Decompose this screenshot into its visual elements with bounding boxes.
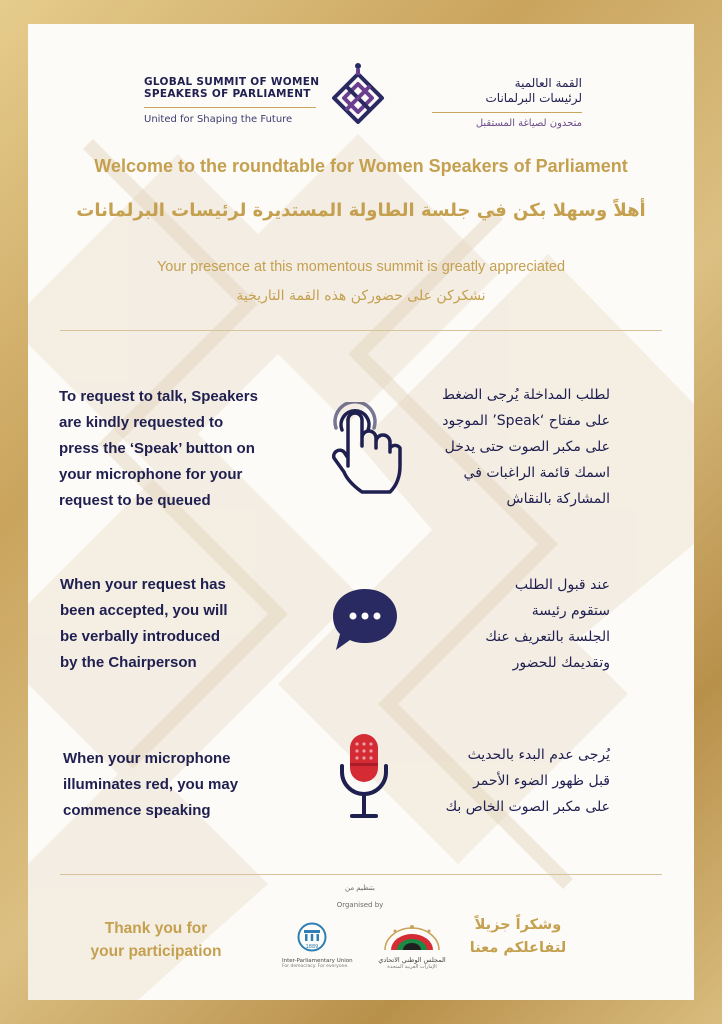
thanks-en (76, 917, 236, 963)
welcome-subtitle-en: Your presence at this momentous summit is greatly appreciated (156, 259, 566, 275)
federal-national-council-logo (362, 922, 462, 970)
instruction-line: الجلسة بالتعريف عنك (485, 629, 610, 645)
instruction-line: been accepted, you will (60, 602, 228, 619)
welcome-title-ar: أهلاً وسهلا بكن في جلسة الطاولة المستديرة لرئيسات البرلمانات (76, 200, 646, 221)
organised-by-en: Organised by (336, 901, 384, 909)
instruction-line: يُرجى عدم البدء بالحديث (467, 747, 610, 763)
instruction-line: your microphone for your (59, 466, 243, 483)
instruction-3-ar (424, 742, 610, 820)
instruction-line: When your request has (60, 576, 226, 593)
instruction-line: When your microphone (63, 750, 231, 767)
divider-top (60, 330, 662, 331)
ipu-emblem-icon (295, 922, 329, 952)
instruction-line: عند قبول الطلب (514, 577, 610, 593)
welcome-title-en: Welcome to the roundtable for Women Speakers of Parliament (94, 156, 628, 176)
instruction-line: illuminates red, you may (63, 776, 239, 793)
organised-by-ar: بتنظيم من (345, 884, 375, 892)
thanks-en-line2: your participation (90, 943, 222, 960)
instruction-line: ستقوم رئيسة (531, 603, 610, 619)
instruction-line: قبل ظهور الضوء الأحمر (473, 773, 610, 789)
thanks-ar-line2: لتفاعلكم معنا (469, 940, 567, 956)
instruction-2-ar (434, 572, 610, 676)
instruction-line: commence speaking (63, 802, 211, 819)
instruction-line: على مكبر الصوت الخاص بك (445, 799, 610, 815)
fnc-emblem-icon (377, 922, 447, 952)
instruction-line: by the Chairperson (60, 654, 197, 671)
ipu-name: Inter-Parliamentary Union (282, 958, 353, 964)
speech-bubble-icon (330, 586, 400, 654)
logo-ar-line2: لرئيسات البرلمانات (485, 91, 582, 105)
red-microphone-icon (338, 730, 390, 826)
instruction-line: are kindly requested to (59, 414, 224, 431)
instruction-1-ar (424, 382, 610, 512)
logo-ar-rule (432, 112, 582, 113)
ipu-logo (282, 922, 353, 969)
logo-en-tagline: United for Shaping the Future (144, 114, 293, 125)
instruction-line: press the ‘Speak’ button on (59, 440, 255, 457)
logo-en-rule (144, 107, 316, 108)
instruction-line: request to be queued (59, 492, 211, 509)
ipu-tagline: For democracy. For everyone. (282, 964, 349, 969)
ipu-year: 1889 (305, 944, 319, 950)
instruction-line: على مكبر الصوت حتى يدخل (444, 439, 610, 455)
poster (28, 24, 694, 1000)
instruction-line: على مفتاح ‘Speak’ الموجود (442, 413, 610, 429)
fnc-tagline: الإمارات العربية المتحدة (387, 964, 437, 970)
logo-en-line2: SPEAKERS OF PARLIAMENT (144, 88, 311, 100)
thanks-ar (458, 914, 578, 960)
finger-press-icon (324, 402, 404, 498)
instruction-line: المشاركة بالنقاش (506, 491, 610, 507)
instruction-line: اسمك قائمة الراغبات في (463, 465, 610, 481)
instruction-line: To request to talk, Speakers (59, 388, 258, 405)
instruction-2-en (60, 572, 228, 676)
instruction-line: وتقديمك للحضور (512, 655, 610, 671)
thanks-en-line1: Thank you for (104, 920, 208, 937)
fnc-name: المجلس الوطني الاتحادي (378, 956, 446, 964)
instruction-3-en (63, 746, 238, 824)
logo-arabic (400, 76, 582, 129)
instruction-line: لطلب المداخلة يُرجى الضغط (441, 387, 610, 403)
instruction-line: be verbally introduced (60, 628, 221, 645)
instruction-1-en (59, 384, 258, 514)
logo-ar-line1: القمة العالمية (514, 76, 582, 90)
summit-emblem-icon (330, 60, 386, 132)
divider-bottom (60, 874, 662, 875)
logo-english (144, 76, 319, 125)
logo-en-line1: GLOBAL SUMMIT OF WOMEN (144, 76, 320, 88)
welcome-subtitle-ar: نشكركن على حضوركن هذه القمة التاريخية (236, 288, 486, 304)
logo-ar-tagline: متحدون لصياغة المستقبل (475, 118, 582, 129)
thanks-ar-line1: وشكراً جزيلاً (474, 917, 562, 933)
